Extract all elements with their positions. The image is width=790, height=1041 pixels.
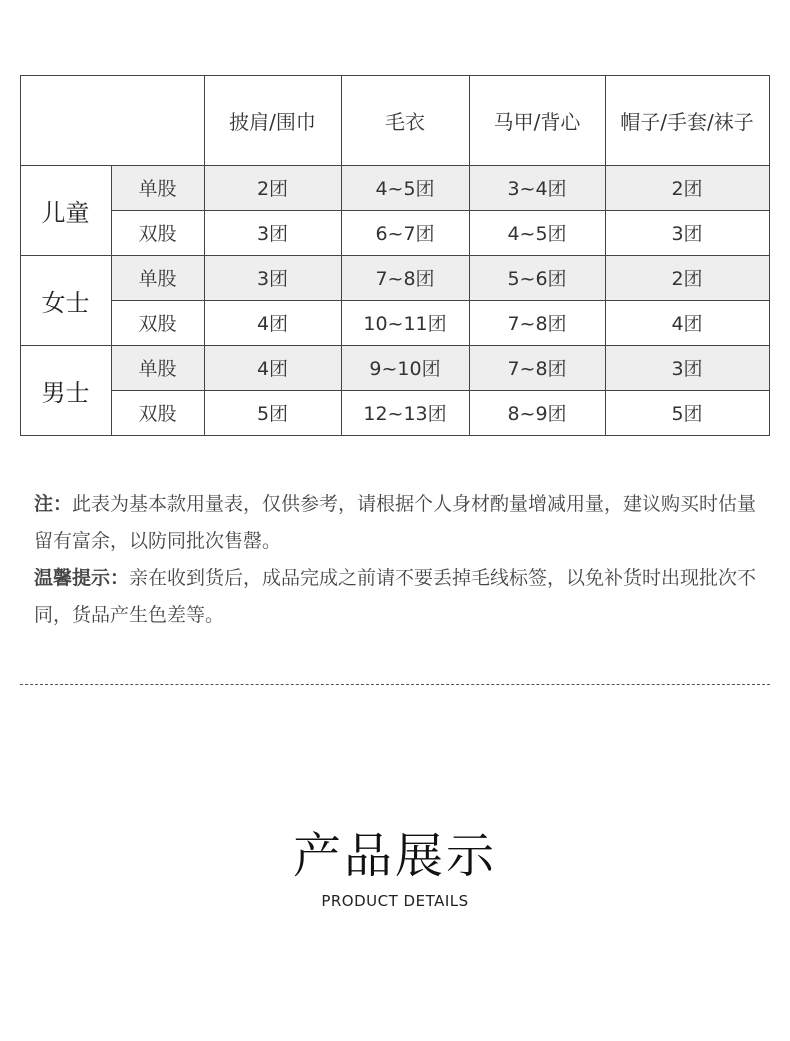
header-vest: 马甲/背心 [493, 109, 581, 134]
usage-cell-shawl-scarf: 4团 [256, 313, 289, 335]
table-grid-line [20, 345, 770, 346]
usage-cell-sweater: 10~11团 [363, 313, 447, 335]
ply-type-cell: 双股 [138, 313, 177, 335]
usage-cell-vest: 7~8团 [507, 313, 567, 335]
usage-cell-shawl-scarf: 3团 [204, 255, 341, 300]
usage-cell-hat-gloves-socks: 2团 [605, 165, 769, 210]
usage-cell-hat-gloves-socks: 3团 [671, 223, 703, 245]
usage-cell-hat-gloves-socks: 2团 [605, 255, 769, 300]
table-grid-line [20, 75, 770, 76]
table-grid-line [20, 255, 770, 256]
ply-type-cell: 双股 [138, 403, 177, 425]
usage-cell-shawl-scarf: 2团 [204, 165, 341, 210]
group-label-children: 儿童 [41, 198, 90, 227]
usage-cell-sweater: 9~10团 [341, 345, 469, 390]
tip-text: 亲在收到货后，成品完成之前请不要丢掉毛线标签，以免补货时出现批次不同，货品产生色差等。 [34, 567, 757, 626]
usage-cell-hat-gloves-socks: 5团 [671, 403, 703, 425]
table-grid-line [605, 75, 606, 436]
usage-cell-shawl-scarf: 5团 [256, 403, 289, 425]
usage-cell-sweater: 12~13团 [363, 403, 447, 425]
group-label-women: 女士 [41, 288, 90, 317]
usage-cell-sweater: 4~5团 [341, 165, 469, 210]
table-grid-line [469, 75, 470, 436]
notes-section [34, 486, 764, 634]
ply-type-cell: 单股 [111, 255, 204, 300]
header-corner-cell [20, 75, 204, 165]
table-grid-line [111, 165, 112, 436]
ply-type-cell: 单股 [111, 165, 204, 210]
usage-cell-shawl-scarf: 3团 [256, 223, 289, 245]
usage-cell-hat-gloves-socks: 4团 [671, 313, 703, 335]
header-hat-gloves-socks: 帽子/手套/袜子 [620, 109, 754, 134]
usage-cell-sweater: 6~7团 [375, 223, 435, 245]
note-label: 注： [34, 493, 73, 515]
header-sweater: 毛衣 [385, 109, 425, 134]
table-grid-line [204, 75, 205, 436]
note-text: 此表为基本款用量表，仅供参考，请根据个人身材酌量增减用量，建议购买时估量留有富余，以防同批次售罄。 [34, 493, 757, 552]
header-shawl-scarf: 披肩/围巾 [229, 109, 316, 134]
table-grid-line [111, 210, 770, 211]
ply-type-cell: 单股 [111, 345, 204, 390]
group-label-men: 男士 [41, 378, 90, 407]
ply-type-cell: 双股 [138, 223, 177, 245]
table-grid-line [769, 75, 770, 436]
table-grid-line [20, 75, 21, 436]
table-grid-line [20, 435, 770, 436]
table-grid-line [111, 390, 770, 391]
dashed-divider [20, 684, 770, 685]
section-subtitle: PRODUCT DETAILS [321, 892, 469, 910]
usage-cell-shawl-scarf: 4团 [204, 345, 341, 390]
table-grid-line [111, 300, 770, 301]
usage-cell-vest: 8~9团 [507, 403, 567, 425]
table-grid-line [341, 75, 342, 436]
usage-cell-vest: 7~8团 [469, 345, 605, 390]
usage-cell-sweater: 7~8团 [341, 255, 469, 300]
usage-cell-vest: 5~6团 [469, 255, 605, 300]
usage-cell-hat-gloves-socks: 3团 [605, 345, 769, 390]
tip-paragraph [34, 560, 764, 634]
tip-label: 温馨提示： [34, 567, 130, 589]
note-paragraph [34, 486, 764, 560]
usage-cell-vest: 4~5团 [507, 223, 567, 245]
usage-cell-vest: 3~4团 [469, 165, 605, 210]
yarn-usage-table [0, 0, 790, 440]
table-grid-line [20, 165, 770, 166]
section-title: 产品展示 [292, 828, 497, 884]
